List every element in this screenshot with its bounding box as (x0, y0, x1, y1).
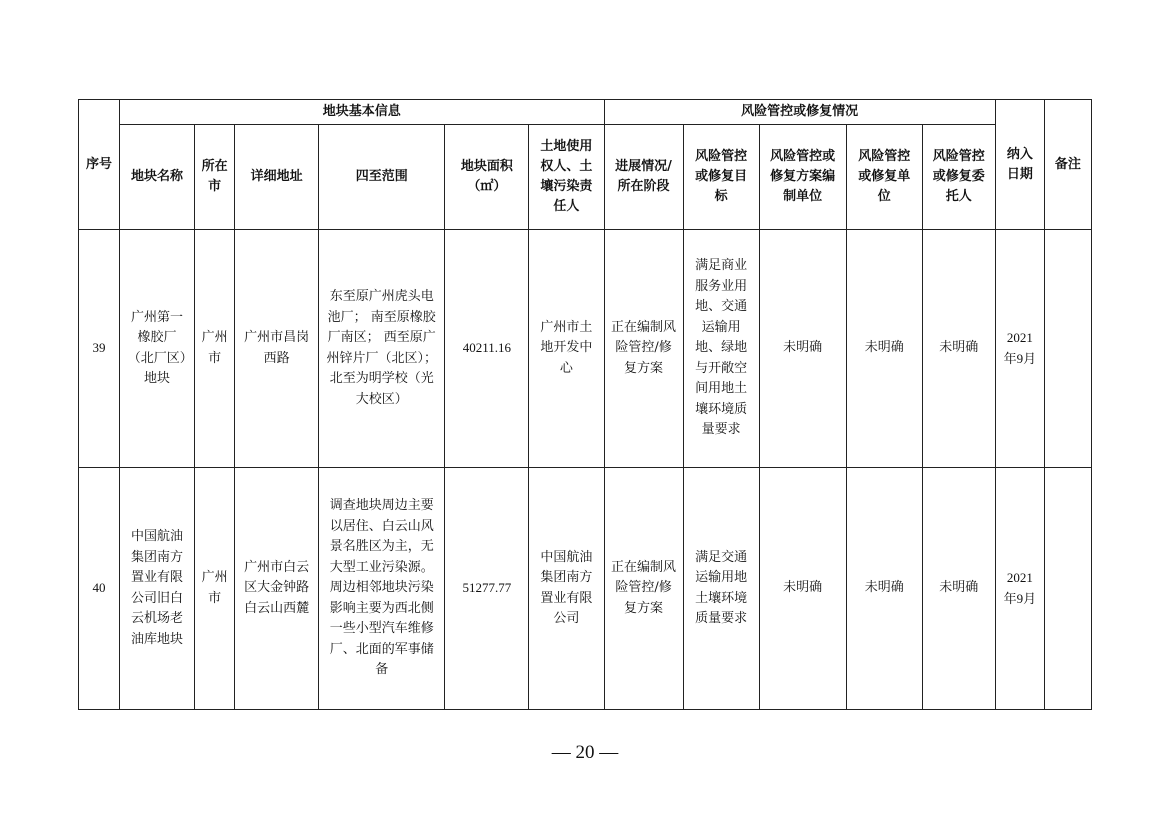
cell-name: 中国航油集团南方置业有限公司旧白云机场老油库地块 (120, 468, 195, 710)
header-area: 地块面积（㎡） (445, 125, 529, 230)
cell-owner: 中国航油集团南方置业有限公司 (529, 468, 604, 710)
cell-bounds: 调查地块周边主要以居住、白云山风景名胜区为主，无大型工业污染源。周边相邻地块污染影响主要为西北侧一些小型汽车维修厂、北面的军事储备 (319, 468, 445, 710)
cell-city: 广州市 (195, 468, 235, 710)
cell-date: 2021年9月 (995, 468, 1044, 710)
group-header-basic-info: 地块基本信息 (120, 100, 604, 125)
cell-plan-unit: 未明确 (759, 230, 846, 468)
cell-address: 广州市昌岗西路 (235, 230, 319, 468)
header-bounds: 四至范围 (319, 125, 445, 230)
cell-client: 未明确 (922, 230, 995, 468)
cell-area: 40211.16 (445, 230, 529, 468)
header-plan-unit: 风险管控或修复方案编制单位 (759, 125, 846, 230)
cell-progress: 正在编制风险管控/修复方案 (604, 230, 683, 468)
cell-name: 广州第一橡胶厂（北厂区）地块 (120, 230, 195, 468)
group-header-risk-control: 风险管控或修复情况 (604, 100, 995, 125)
cell-client: 未明确 (922, 468, 995, 710)
header-client: 风险管控或修复委托人 (922, 125, 995, 230)
header-name: 地块名称 (120, 125, 195, 230)
header-date: 纳入日期 (995, 100, 1044, 230)
page-number: — 20 — (551, 742, 619, 763)
header-remark: 备注 (1044, 100, 1091, 230)
header-progress: 进展情况/所在阶段 (604, 125, 683, 230)
header-index: 序号 (79, 100, 120, 230)
cell-repair-unit: 未明确 (846, 468, 922, 710)
cell-index: 40 (79, 468, 120, 710)
cell-target: 满足商业服务业用地、交通运输用地、绿地与开敞空间用地土壤环境质量要求 (683, 230, 759, 468)
cell-address: 广州市白云区大金钟路白云山西麓 (235, 468, 319, 710)
site-table (78, 99, 1092, 710)
cell-bounds: 东至原广州虎头电池厂； 南至原橡胶厂南区； 西至原广州锌片厂（北区）； 北至为明学校（光大校区） (319, 230, 445, 468)
table-row (79, 468, 1092, 710)
cell-owner: 广州市土地开发中心 (529, 230, 604, 468)
cell-progress: 正在编制风险管控/修复方案 (604, 468, 683, 710)
header-target: 风险管控或修复目标 (683, 125, 759, 230)
header-repair-unit: 风险管控或修复单位 (846, 125, 922, 230)
cell-repair-unit: 未明确 (846, 230, 922, 468)
cell-remark (1044, 230, 1091, 468)
cell-date: 2021年9月 (995, 230, 1044, 468)
header-owner: 土地使用权人、土壤污染责任人 (529, 125, 604, 230)
cell-city: 广州市 (195, 230, 235, 468)
cell-index: 39 (79, 230, 120, 468)
header-city: 所在市 (195, 125, 235, 230)
header-address: 详细地址 (235, 125, 319, 230)
cell-remark (1044, 468, 1091, 710)
cell-plan-unit: 未明确 (759, 468, 846, 710)
cell-target: 满足交通运输用地土壤环境质量要求 (683, 468, 759, 710)
table-row (79, 230, 1092, 468)
cell-area: 51277.77 (445, 468, 529, 710)
